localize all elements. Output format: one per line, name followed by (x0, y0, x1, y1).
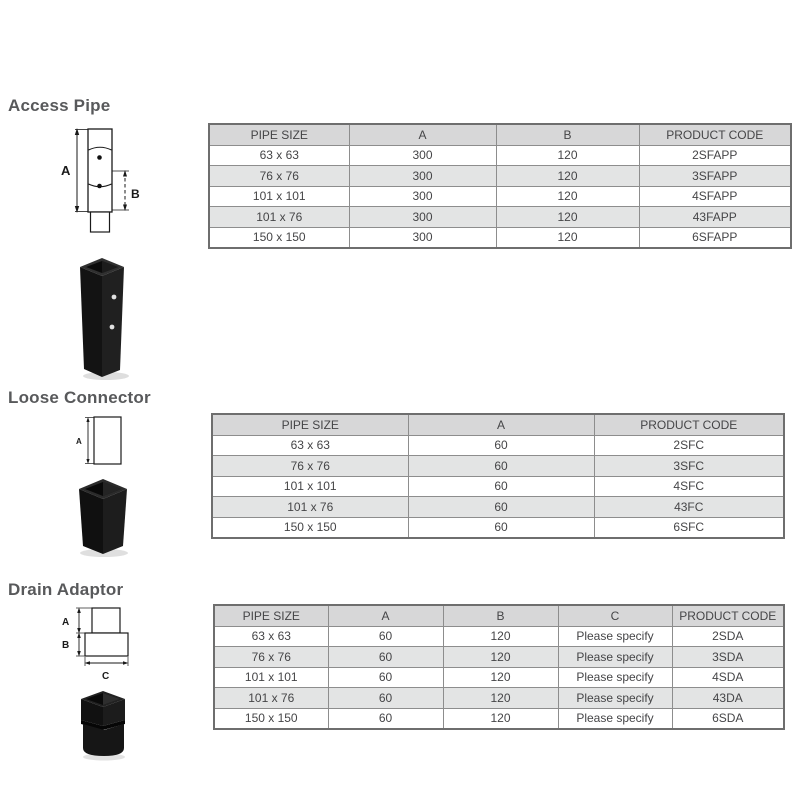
table-row (212, 435, 784, 456)
door-screw-top (97, 155, 102, 160)
table-cell: 300 (349, 227, 496, 248)
table-cell: 150 x 150 (214, 708, 328, 729)
table-cell: 101 x 101 (212, 476, 408, 497)
table-cell: 60 (328, 667, 443, 688)
table-cell: 300 (349, 186, 496, 207)
table-cell: Please specify (558, 647, 672, 668)
drain-adaptor-photo (76, 686, 132, 762)
table-cell: 60 (328, 647, 443, 668)
table-row (209, 227, 791, 248)
dim-label-c: C (102, 671, 110, 682)
adaptor-top-outline (92, 608, 120, 633)
screw-dot-top (112, 295, 117, 300)
door-screw-bottom (97, 184, 102, 189)
column-header: PIPE SIZE (212, 414, 408, 435)
dim-label-a: A (76, 437, 82, 446)
table-cell: Please specify (558, 667, 672, 688)
pipe-right-face (102, 267, 124, 377)
dim-label-a: A (61, 163, 71, 178)
table-cell: 60 (408, 435, 594, 456)
table-row (212, 456, 784, 477)
table-cell: 60 (408, 456, 594, 477)
table-row (209, 166, 791, 187)
drain-adaptor-diagram (56, 598, 136, 686)
table-row (214, 708, 784, 729)
table-cell: 2SDA (672, 626, 784, 647)
table-cell: 101 x 76 (212, 497, 408, 518)
table-cell: 300 (349, 145, 496, 166)
table-cell: 3SFAPP (639, 166, 791, 187)
table-cell: Please specify (558, 708, 672, 729)
table-cell: Please specify (558, 626, 672, 647)
table-cell: 120 (443, 626, 558, 647)
section-title-access-pipe: Access Pipe (8, 96, 111, 115)
connector-outline (94, 417, 121, 464)
table-cell: 300 (349, 166, 496, 187)
column-header: PIPE SIZE (209, 124, 349, 145)
table-row (209, 145, 791, 166)
table-row (212, 517, 784, 538)
pipe-body-outline (88, 129, 112, 212)
table-cell: 300 (349, 207, 496, 228)
pipe-spigot-outline (91, 212, 110, 232)
connector-left-face (79, 489, 103, 554)
table-row (214, 647, 784, 668)
column-header: A (328, 605, 443, 626)
access-pipe-photo (70, 250, 134, 382)
column-header: A (408, 414, 594, 435)
table-cell: 150 x 150 (212, 517, 408, 538)
table-row (209, 186, 791, 207)
table-cell: 3SFC (594, 456, 784, 477)
table-header-row (212, 414, 784, 435)
access-pipe-diagram (55, 120, 147, 242)
connector-right-face (103, 489, 127, 554)
column-header: B (496, 124, 639, 145)
column-header: C (558, 605, 672, 626)
table-cell: Please specify (558, 688, 672, 709)
column-header: PRODUCT CODE (639, 124, 791, 145)
table-header-row (214, 605, 784, 626)
table-row (214, 688, 784, 709)
column-header: PIPE SIZE (214, 605, 328, 626)
table-row (212, 497, 784, 518)
table-cell: 60 (408, 517, 594, 538)
table-row (212, 476, 784, 497)
table-cell: 63 x 63 (209, 145, 349, 166)
column-header: A (349, 124, 496, 145)
dim-label-b: B (62, 640, 70, 651)
table-cell: 60 (408, 497, 594, 518)
table-cell: 4SFAPP (639, 186, 791, 207)
table-cell: 6SDA (672, 708, 784, 729)
table-cell: 101 x 76 (209, 207, 349, 228)
table-cell: 76 x 76 (209, 166, 349, 187)
loose-connector-table (211, 413, 785, 539)
table-cell: 101 x 101 (209, 186, 349, 207)
access-pipe-table (208, 123, 792, 249)
table-cell: 60 (328, 688, 443, 709)
dim-label-a: A (62, 617, 70, 628)
adaptor-bottom-outline (85, 633, 128, 656)
table-cell: 43FC (594, 497, 784, 518)
table-cell: 120 (496, 186, 639, 207)
column-header: PRODUCT CODE (594, 414, 784, 435)
table-cell: 76 x 76 (214, 647, 328, 668)
table-cell: 6SFC (594, 517, 784, 538)
table-cell: 120 (496, 145, 639, 166)
table-cell: 43DA (672, 688, 784, 709)
table-cell: 120 (496, 227, 639, 248)
table-cell: 2SFC (594, 435, 784, 456)
table-cell: 6SFAPP (639, 227, 791, 248)
table-cell: 150 x 150 (209, 227, 349, 248)
column-header: PRODUCT CODE (672, 605, 784, 626)
table-cell: 2SFAPP (639, 145, 791, 166)
table-cell: 120 (443, 708, 558, 729)
table-cell: 63 x 63 (212, 435, 408, 456)
section-title-loose-connector: Loose Connector (8, 388, 151, 407)
table-cell: 101 x 101 (214, 667, 328, 688)
table-cell: 60 (328, 626, 443, 647)
table-cell: 4SFC (594, 476, 784, 497)
table-cell: 120 (443, 647, 558, 668)
section-title-drain-adaptor: Drain Adaptor (8, 580, 124, 599)
table-row (209, 207, 791, 228)
dim-a-arrow-top (75, 128, 79, 135)
table-cell: 3SDA (672, 647, 784, 668)
loose-connector-photo (70, 474, 134, 558)
drain-adaptor-table (213, 604, 785, 730)
screw-dot-bottom (110, 325, 115, 330)
column-header: B (443, 605, 558, 626)
table-header-row (209, 124, 791, 145)
table-cell: 4SDA (672, 667, 784, 688)
table-cell: 120 (443, 667, 558, 688)
table-cell: 60 (328, 708, 443, 729)
table-cell: 120 (443, 688, 558, 709)
table-cell: 60 (408, 476, 594, 497)
dim-label-b: B (131, 187, 140, 201)
table-cell: 101 x 76 (214, 688, 328, 709)
table-cell: 43FAPP (639, 207, 791, 228)
loose-connector-diagram (72, 410, 128, 470)
table-cell: 120 (496, 207, 639, 228)
table-cell: 63 x 63 (214, 626, 328, 647)
dim-a-arrow-bottom (75, 206, 79, 213)
table-cell: 120 (496, 166, 639, 187)
table-cell: 76 x 76 (212, 456, 408, 477)
table-row (214, 626, 784, 647)
table-row (214, 667, 784, 688)
pipe-left-face (80, 267, 102, 377)
